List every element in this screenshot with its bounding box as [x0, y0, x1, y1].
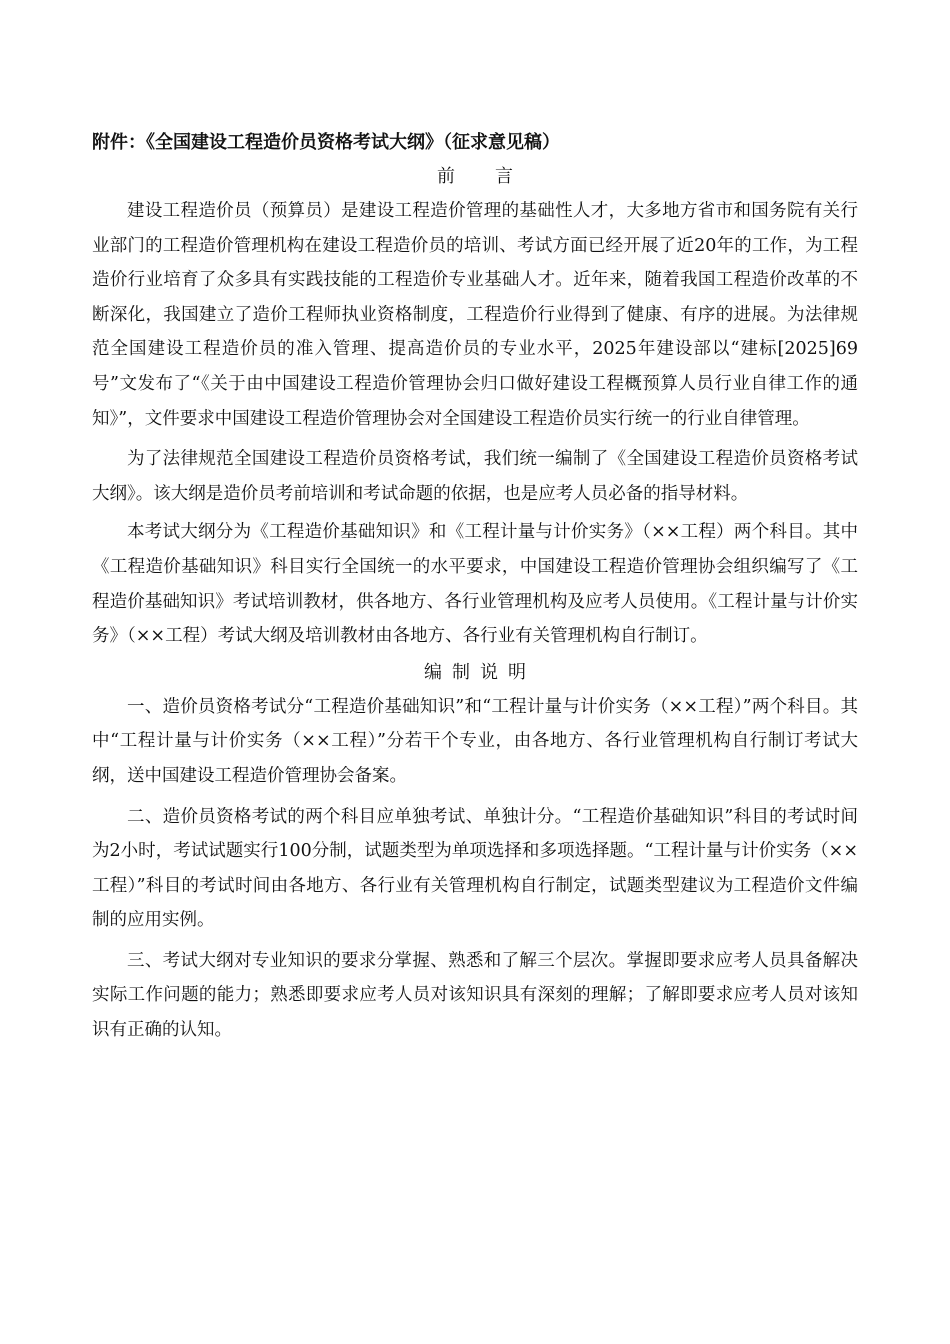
- preface-paragraph: 为了法律规范全国建设工程造价员资格考试，我们统一编制了《全国建设工程造价员资格考试大纲》。该大纲是造价员考前培训和考试命题的依据，也是应考人员必备的指导材料。: [92, 449, 858, 504]
- preface-paragraph: 建设工程造价员（预算员）是建设工程造价管理的基础性人才，大多地方省市和国务院有关行业部门的工程造价管理机构在建设工程造价员的培训、考试方面已经开展了近20年的工作，为工程造价行业培育了众多具有实践技能的工程造价专业基础人才。近年来，随着我国工程造价改革的不断深化，我国建立了造价工程师执业资格制度，工程造价行业得到了健康、有序的进展。为法律规范全国建设工程造价员的准入管理、提高造价员的专业水平，2025年建设部以“建标[2025]69号”文发布了“《关于由中国建设工程造价管理协会归口做好建设工程概预算人员行业自律工作的通知》”，文件要求中国建设工程造价管理协会对全国建设工程造价员实行统一的行业自律管理。: [92, 201, 858, 429]
- preface-paragraph: 本考试大纲分为《工程造价基础知识》和《工程计量与计价实务》（××工程）两个科目。其中《工程造价基础知识》科目实行全国统一的水平要求，中国建设工程造价管理协会组织编写了《工程造价基础知识》考试培训教材，供各地方、各行业管理机构及应考人员使用。《工程计量与计价实务》（××工程）考试大纲及培训教材由各地方、各行业有关管理机构自行制订。: [92, 522, 858, 647]
- notes-paragraph: 一、造价员资格考试分“工程造价基础知识”和“工程计量与计价实务（××工程）”两个科目。其中“工程计量与计价实务（××工程）”分若干个专业，由各地方、各行业管理机构自行制订考试大纲，送中国建设工程造价管理协会备案。: [92, 696, 858, 786]
- preface-heading: 前言: [437, 166, 553, 187]
- document-title: 附件：《全国建设工程造价员资格考试大纲》（征求意见稿）: [92, 132, 560, 153]
- document-page: [92, 126, 858, 1048]
- notes-paragraph: 二、造价员资格考试的两个科目应单独考试、单独计分。“工程造价基础知识”科目的考试时间为2小时，考试试题实行100分制，试题类型为单项选择和多项选择题。“工程计量与计价实务（××工程）”科目的考试时间由各地方、各行业有关管理机构自行制定，试题类型建议为工程造价文件编制的应用实例。: [92, 806, 858, 931]
- notes-paragraph: 三、考试大纲对专业知识的要求分掌握、熟悉和了解三个层次。掌握即要求应考人员具备解决实际工作问题的能力；熟悉即要求应考人员对该知识具有深刻的理解；了解即要求应考人员对该知识有正确的认知。: [92, 950, 858, 1041]
- notes-heading: 编制说明: [424, 661, 536, 683]
